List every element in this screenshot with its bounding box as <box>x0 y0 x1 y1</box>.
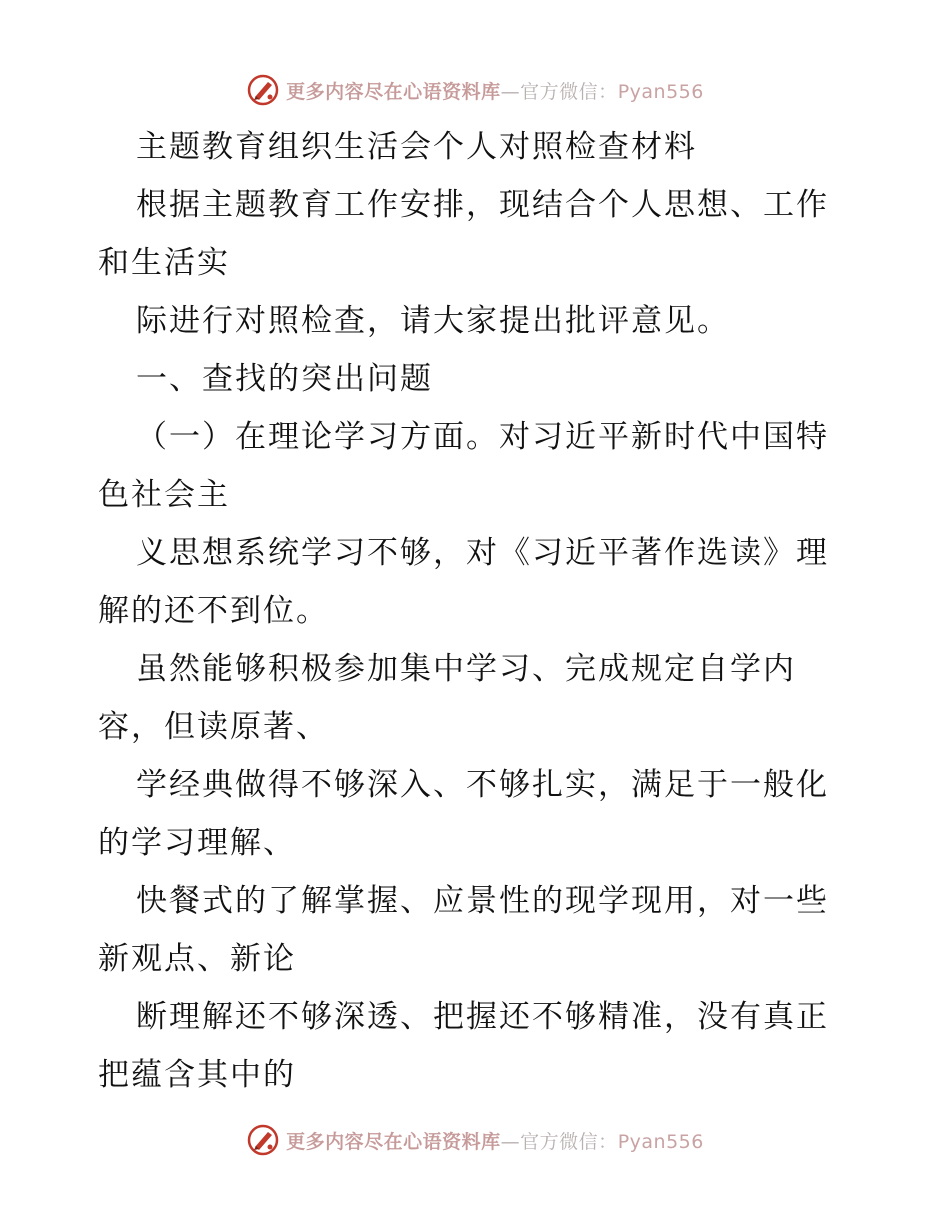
watermark-sub: 官方微信： <box>520 1130 618 1153</box>
text-line: 容，但读原著、 <box>98 709 329 745</box>
footer-watermark <box>0 1120 950 1160</box>
watermark-dash: — <box>500 1130 521 1153</box>
header-watermark <box>0 70 950 110</box>
text-line: 一、查找的突出问题 <box>136 361 433 397</box>
watermark-main: 更多内容尽在心语资料库 <box>286 80 501 103</box>
text-line: 和生活实 <box>98 245 230 281</box>
text-line: 把蕴含其中的 <box>98 1057 296 1093</box>
watermark-id: Pyan556 <box>617 1130 704 1153</box>
text-line: 解的还不到位。 <box>98 593 329 629</box>
watermark-text <box>286 77 704 104</box>
text-line: 际进行对照检查，请大家提出批评意见。 <box>136 303 730 339</box>
pen-logo-icon <box>246 1123 280 1157</box>
text-line: 虽然能够积极参加集中学习、完成规定自学内 <box>136 651 796 687</box>
text-line: 学经典做得不够深入、不够扎实，满足于一般化 <box>136 767 829 803</box>
watermark-id: Pyan556 <box>617 80 704 103</box>
document-body <box>98 118 854 1104</box>
text-line: 的学习理解、 <box>98 825 296 861</box>
watermark-text <box>286 1127 704 1154</box>
text-line: （一）在理论学习方面。对习近平新时代中国特 <box>136 419 829 455</box>
text-line: 义思想系统学习不够，对《习近平著作选读》理 <box>136 535 829 571</box>
watermark-main: 更多内容尽在心语资料库 <box>286 1130 501 1153</box>
pen-logo-icon <box>246 73 280 107</box>
text-line: 新观点、新论 <box>98 941 296 977</box>
text-line: 根据主题教育工作安排，现结合个人思想、工作 <box>136 187 829 223</box>
watermark-sub: 官方微信： <box>520 80 618 103</box>
text-line: 色社会主 <box>98 477 230 513</box>
text-line: 快餐式的了解掌握、应景性的现学现用，对一些 <box>136 883 829 919</box>
text-line: 主题教育组织生活会个人对照检查材料 <box>136 129 697 165</box>
text-line: 断理解还不够深透、把握还不够精准，没有真正 <box>136 999 829 1035</box>
watermark-dash: — <box>500 80 521 103</box>
